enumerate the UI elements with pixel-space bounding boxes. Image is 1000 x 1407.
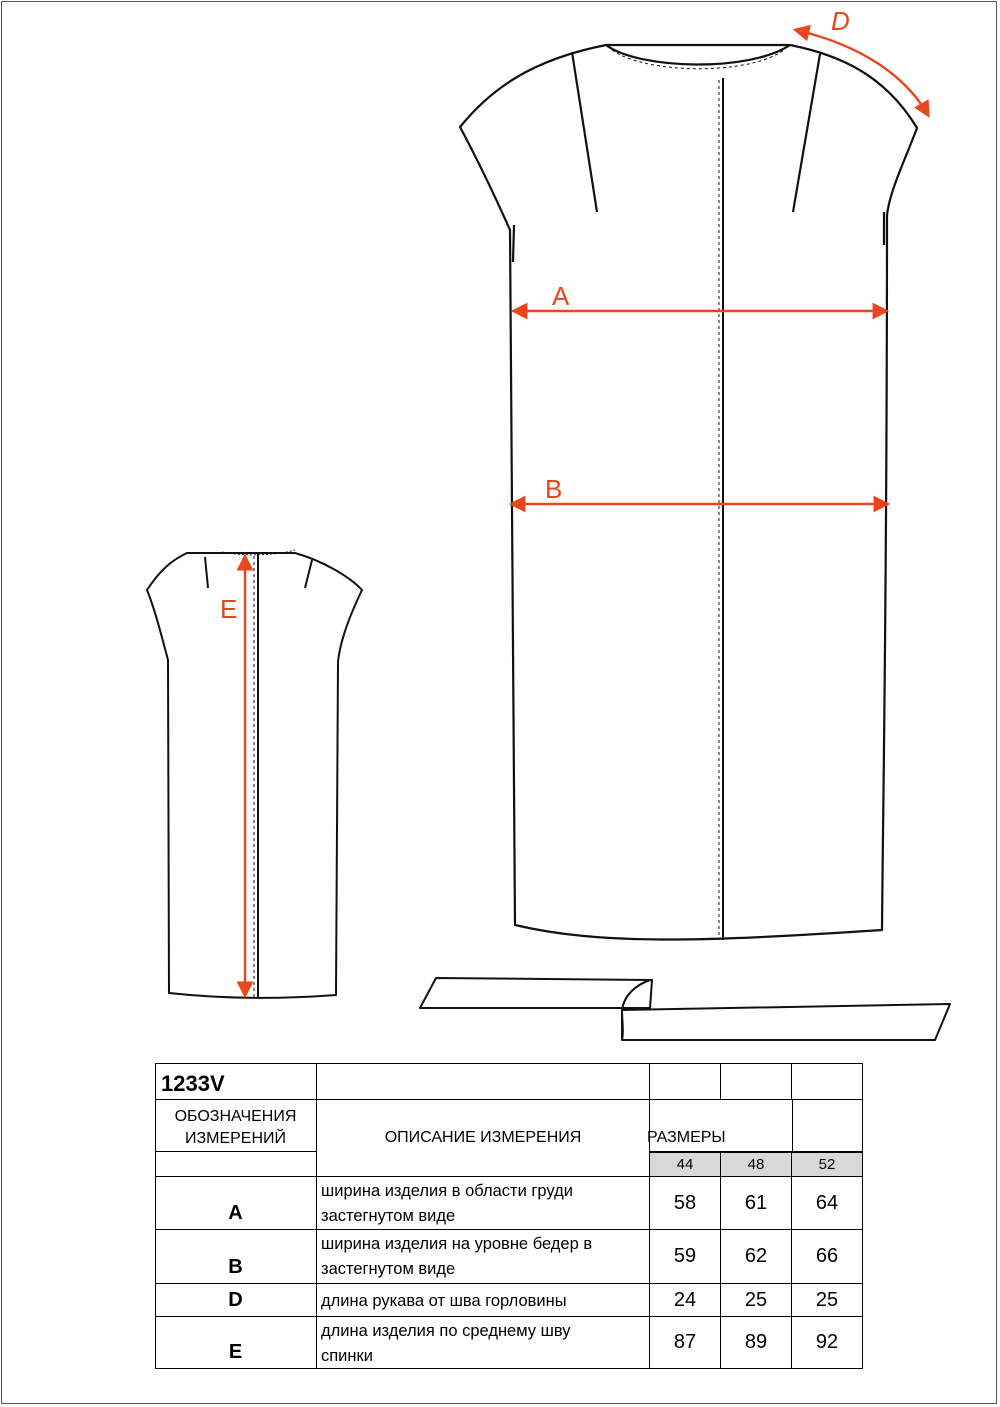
front-neckline-stitch [612, 50, 784, 69]
back-dress-drawing [147, 550, 362, 998]
label-d: D [831, 6, 850, 36]
front-dart-left [572, 52, 597, 212]
row-value-48: 61 [721, 1177, 792, 1230]
back-dress-outline [147, 553, 362, 998]
size-header-52: 52 [792, 1152, 863, 1177]
row-value-52: 92 [792, 1317, 863, 1369]
belt-left-end [420, 978, 652, 1008]
belt-right-end [622, 1004, 950, 1040]
header-codes [155, 1100, 317, 1152]
row-description-line1: ширина изделия в области груди [321, 1182, 573, 1200]
row-description-line2: застегнутом виде [321, 1207, 456, 1225]
header-blank-cell [155, 1152, 317, 1177]
header-codes-line2: ИЗМЕРЕНИЙ [184, 1130, 287, 1147]
row-description-line1: ширина изделия на уровне бедер в [321, 1235, 593, 1253]
row-code: A [155, 1177, 317, 1230]
title-row-blank-cell [792, 1063, 863, 1100]
row-value-48: 62 [721, 1230, 792, 1284]
header-description: ОПИСАНИЕ ИЗМЕРЕНИЯ [317, 1100, 650, 1177]
row-value-44: 59 [650, 1230, 721, 1284]
size-header-48: 48 [721, 1152, 792, 1177]
belt-drawing [420, 978, 950, 1040]
row-code: B [155, 1230, 317, 1284]
row-value-44: 24 [650, 1284, 721, 1317]
row-description-line2: застегнутом виде [321, 1260, 456, 1278]
label-b: B [545, 474, 563, 504]
title-row-blank-cell [721, 1063, 792, 1100]
front-dress-drawing [460, 45, 917, 940]
label-e: E [220, 594, 238, 624]
row-value-52: 25 [792, 1284, 863, 1317]
model-code: 1233V [155, 1063, 317, 1100]
row-value-44: 58 [650, 1177, 721, 1230]
header-codes-line1: ОБОЗНАЧЕНИЯ [174, 1108, 297, 1125]
header-sizes: РАЗМЕРЫ [647, 1129, 726, 1146]
row-description [317, 1284, 650, 1317]
row-description [317, 1317, 650, 1369]
front-neckline [606, 45, 790, 65]
row-value-48: 25 [721, 1284, 792, 1317]
row-value-52: 64 [792, 1177, 863, 1230]
row-value-52: 66 [792, 1230, 863, 1284]
row-description-line2: спинки [321, 1347, 373, 1365]
back-dart-right [305, 560, 312, 588]
row-description-line1: длина изделия по среднему шву [321, 1322, 571, 1340]
measurement-arrows [245, 30, 928, 995]
title-row-blank-cell [317, 1063, 650, 1100]
row-value-44: 87 [650, 1317, 721, 1369]
row-description [317, 1230, 650, 1284]
row-code: D [155, 1284, 317, 1317]
front-dart-right [793, 54, 820, 212]
row-description-line1: длина рукава от шва горловины [321, 1292, 567, 1310]
front-side-seam-left [513, 225, 514, 262]
label-a: A [552, 281, 570, 311]
row-code: E [155, 1317, 317, 1369]
front-dress-outline [460, 45, 917, 940]
back-dart-left [205, 557, 208, 588]
header-blank-cell [792, 1100, 863, 1152]
title-row-blank-cell [650, 1063, 721, 1100]
row-value-48: 89 [721, 1317, 792, 1369]
size-header-44: 44 [650, 1152, 721, 1177]
row-description [317, 1177, 650, 1230]
